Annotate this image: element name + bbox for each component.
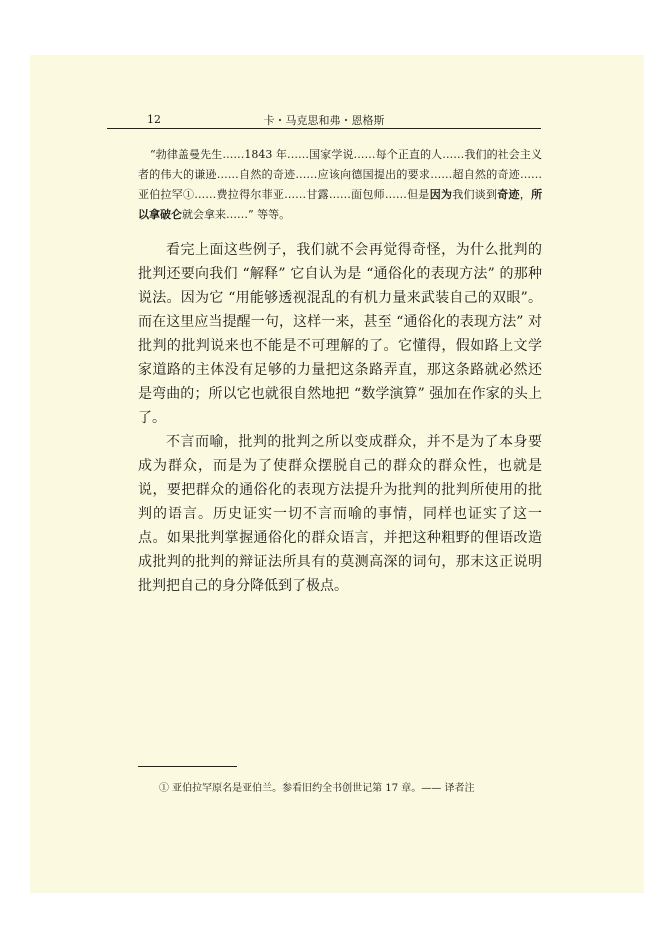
quote-bold-1: 因为 bbox=[429, 188, 453, 201]
block-quote bbox=[138, 145, 542, 225]
quote-text-2: 我们谈到 bbox=[452, 188, 498, 201]
page-number: 12 bbox=[147, 113, 161, 126]
quote-bold-2: 奇迹 bbox=[497, 188, 520, 201]
quote-text-3: ， bbox=[519, 188, 532, 201]
quote-text-1: “勃律盖曼先生……1843 年……国家学说……每个正直的人……我们的社会主义者的伟大的谦逊……自然的奇迹……应该向德国提出的要求……超自然的奇迹……亚伯拉罕①……费拉得尔菲亚……甘露……面包师……但是 bbox=[138, 148, 542, 201]
paragraph-1: 看完上面这些例子，我们就不会再觉得奇怪，为什么批判的批判还要向我们 “解释” 它自认为是 “通俗化的表现方法” 的那种说法。因为它 “用能够透视混乱的有机力量来武装自己的双眼”。而在这里应当提醒一句，这样一来，甚至 “通俗化的表现方法” 对批判的批判说来也不能是不可理解的了。它懂得，假如路上文学家道路的主体没有足够的力量把这条路弄直，那这条路就必然还是弯曲的；所以它也就很自然地把 “数学演算” 强加在作家的头上了。 bbox=[138, 242, 542, 426]
quote-text-4: 就会拿来……” 等等。 bbox=[182, 208, 291, 221]
body-text bbox=[138, 238, 542, 598]
footnote: ① 亚伯拉罕原名是亚伯兰。参看旧约全书创世记第 17 章。—— 译者注 bbox=[159, 783, 475, 794]
quote-bold-3: 所以拿破仑 bbox=[138, 188, 543, 221]
running-header bbox=[107, 108, 541, 129]
footnote-rule bbox=[138, 766, 237, 767]
paragraph-2: 不言而喻，批判的批判之所以变成群众，并不是为了本身要成为群众，而是为了使群众摆脱自己的群众的群众性，也就是说，要把群众的通俗化的表现方法提升为批判的批判所使用的批判的语言。历史证实一切不言而喻的事情，同样也证实了这一点。如果批判掌握通俗化的群众语言，并把这种粗野的俚语改造成批判的批判的辩证法所具有的莫测高深的词句，那末这正说明批判把自己的身分降低到了极点。 bbox=[138, 434, 542, 594]
running-title: 卡・马克思和弗・恩格斯 bbox=[263, 114, 385, 127]
